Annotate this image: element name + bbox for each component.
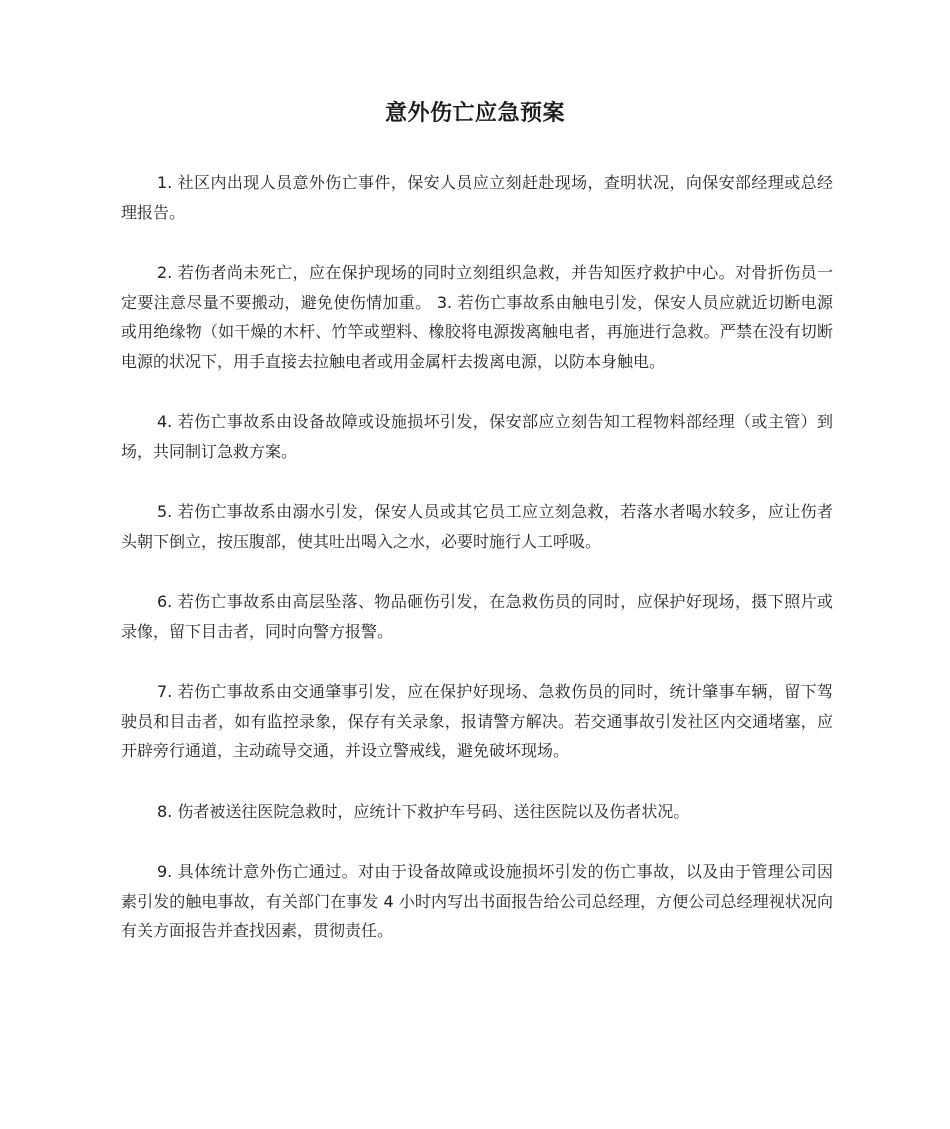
document-body	[121, 168, 833, 977]
paragraph-5: 6. 若伤亡事故系由高层坠落、物品砸伤引发，在急救伤员的同时，应保护好现场，摄下照片或录像，留下目击者，同时向警方报警。	[121, 592, 833, 641]
document-title: 意外伤亡应急预案	[384, 101, 565, 126]
paragraph-3: 4. 若伤亡事故系由设备故障或设施损坏引发，保安部应立刻告知工程物料部经理（或主管）到场，共同制订急救方案。	[121, 412, 833, 461]
paragraph-6: 7. 若伤亡事故系由交通肇事引发，应在保护好现场、急救伤员的同时，统计肇事车辆，留下驾驶员和目击者，如有监控录象，保存有关录象，报请警方解决。若交通事故引发社区内交通堵塞，应开辟旁行通道，主动疏导交通，并设立警戒线，避免破坏现场。	[121, 682, 833, 760]
paragraph-2: 2. 若伤者尚未死亡，应在保护现场的同时立刻组织急救，并告知医疗救护中心。对骨折伤员一定要注意尽量不要搬动，避免使伤情加重。 3. 若伤亡事故系由触电引发，保安人员应就近切断电源或用绝缘物（如干燥的木杆、竹竿或塑料、橡胶将电源拨离触电者，再施进行急救。严禁在没有切断电源的状况下，用手直接去拉触电者或用金属杆去拨离电源，以防本身触电。	[121, 263, 833, 371]
paragraph-4: 5. 若伤亡事故系由溺水引发，保安人员或其它员工应立刻急救，若落水者喝水较多，应让伤者头朝下倒立，按压腹部，使其吐出喝入之水，必要时施行人工呼吸。	[121, 502, 833, 551]
paragraph-1: 1. 社区内出现人员意外伤亡事件，保安人员应立刻赶赴现场，查明状况，向保安部经理或总经理报告。	[121, 173, 833, 222]
paragraph-8: 9. 具体统计意外伤亡通过。对由于设备故障或设施损坏引发的伤亡事故，以及由于管理公司因素引发的触电事故，有关部门在事发 4 小时内写出书面报告给公司总经理，方便公司总经理视状况向有关方面报告并查找因素，贯彻责任。	[121, 862, 833, 940]
paragraph-7: 8. 伤者被送往医院急救时，应统计下救护车号码、送往医院以及伤者状况。	[157, 801, 690, 821]
